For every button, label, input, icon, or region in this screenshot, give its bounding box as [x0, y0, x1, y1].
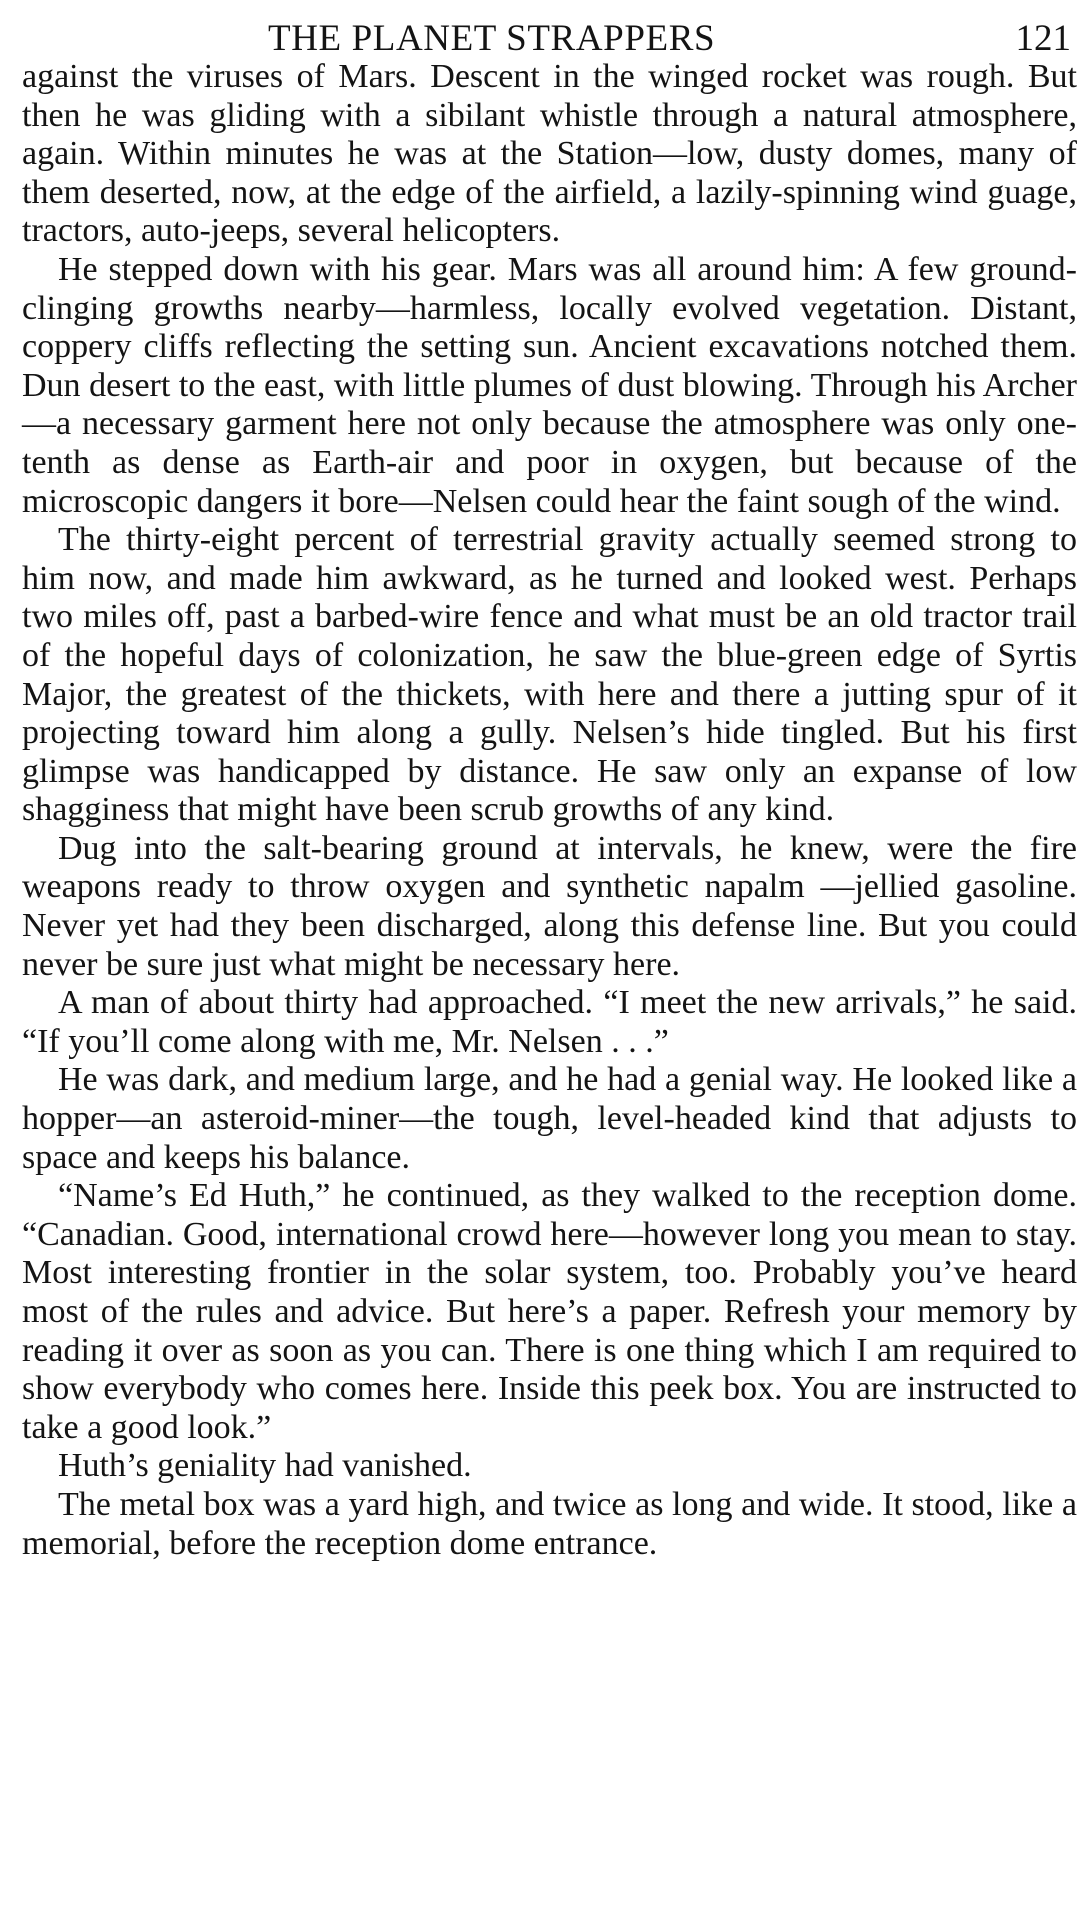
paragraph: Huth’s geniality had vanished. [58, 1447, 472, 1485]
body-text [22, 58, 1077, 1563]
running-head [22, 0, 1077, 58]
paragraph-continued: against the viruses of Mars. Descent in the winged rocket was rough. But then he was gliding with a sibilant whistle through a natural atmosphere, again. Within minutes he was at the Station—low, dusty domes, many of them deserted, now, at the edge of the airfield, a lazily-spinning wind guage, tractors, auto-jeeps, several helicopters. [22, 58, 1077, 250]
paragraph: Dug into the salt-bearing ground at intervals, he knew, were the fire weapons ready to throw oxygen and synthetic napalm —jellied gasoline. Never yet had they been discharged, along this defense line. But you could never be sure just what might be necessary here. [22, 829, 1077, 983]
paragraph: He stepped down with his gear. Mars was all around him: A few ground-clinging growths nearby—harmless, locally evolved vegetation. Distant, coppery cliffs reflecting the setting sun. Ancient excavations notched them. Dun desert to the east, with little plumes of dust blowing. Through his Archer—a necessary garment here not only because the atmosphere was only one-tenth as dense as Earth-air and poor in oxygen, but because of the microscopic dangers it bore—Nelsen could hear the faint sough of the wind. [22, 250, 1077, 520]
paragraph: The thirty-eight percent of terrestrial gravity actually seemed strong to him now, and made him awkward, as he turned and looked west. Perhaps two miles off, past a barbed-wire fence and what must be an old tractor trail of the hopeful days of colonization, he saw the blue-green edge of Syrtis Major, the greatest of the thickets, with here and there a jutting spur of it projecting toward him along a gully. Nelsen’s hide tingled. But his first glimpse was handicapped by distance. He saw only an expanse of low shagginess that might have been scrub growths of any kind. [22, 521, 1077, 829]
running-title: THE PLANET STRAPPERS [268, 18, 716, 59]
book-page [22, 0, 1077, 1924]
paragraph: “Name’s Ed Huth,” he continued, as they walked to the reception dome. “Canadian. Good, international crowd here—however long you mean to stay. Most interesting frontier in the solar system, too. Probably you’ve heard most of the rules and advice. But here’s a paper. Refresh your memory by reading it over as soon as you can. There is one thing which I am required to show everybody who comes here. Inside this peek box. You are instructed to take a good look.” [22, 1177, 1077, 1446]
page-number: 121 [1015, 18, 1071, 59]
paragraph: He was dark, and medium large, and he had a genial way. He looked like a hopper—an asteroid-miner—the tough, level-headed kind that adjusts to space and keeps his balance. [22, 1061, 1077, 1176]
paragraph: The metal box was a yard high, and twice as long and wide. It stood, like a memorial, before the reception dome entrance. [22, 1485, 1077, 1562]
paragraph: A man of about thirty had approached. “I meet the new arrivals,” he said. “If you’ll come along with me, Mr. Nelsen . . .” [22, 984, 1077, 1060]
